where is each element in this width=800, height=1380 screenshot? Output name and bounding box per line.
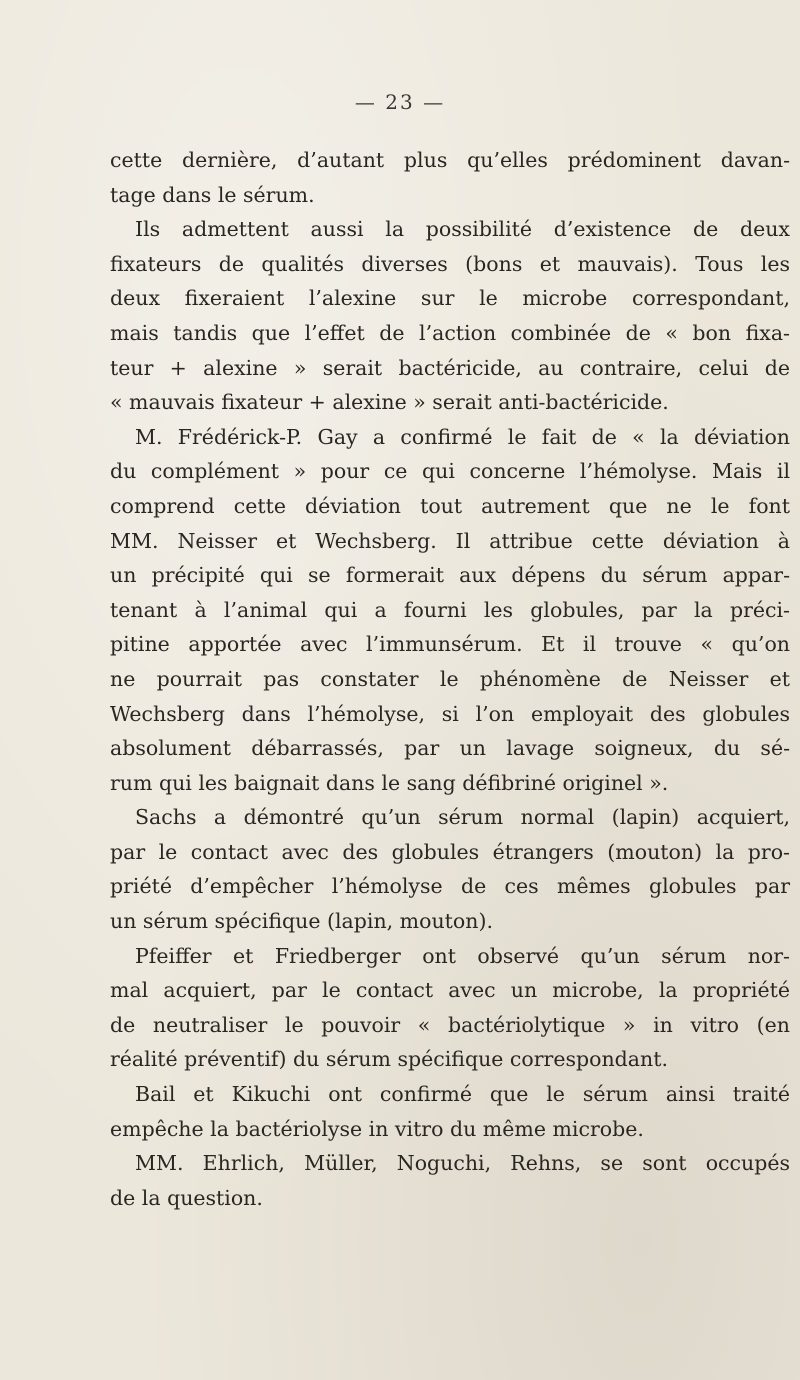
text-line: Ils admettent aussi la possibilité d’existence de deux [135, 217, 790, 242]
text-line: cette dernière, d’autant plus qu’elles prédominent davan- [110, 148, 790, 172]
text-line: MM. Ehrlich, Müller, Noguchi, Rehns, se sont occupés [135, 1151, 790, 1176]
text-line: mal acquiert, par le contact avec un microbe, la propriété [110, 978, 790, 1003]
text-line: fixateurs de qualités diverses (bons et mauvais). Tous les [110, 251, 790, 276]
text-line: réalité préventif) du sérum spécifique correspondant. [110, 1047, 668, 1072]
text-line: mais tandis que l’effet de l’action combinée de « bon fixa- [110, 320, 790, 345]
text-line: absolument débarrassés, par un lavage soigneux, du sé- [110, 736, 790, 761]
text-line: Wechsberg dans l’hémolyse, si l’on employait des globules [110, 701, 790, 726]
text-line: teur + alexine » serait bactéricide, au contraire, celui de [110, 355, 790, 380]
text-line: ne pourrait pas constater le phénomène de Neisser et [110, 666, 790, 691]
text-line: MM. Neisser et Wechsberg. Il attribue cette déviation à [110, 528, 790, 553]
text-line: un sérum spécifique (lapin, mouton). [110, 909, 493, 934]
text-line: comprend cette déviation tout autrement que ne le font [110, 493, 790, 518]
text-line: de neutraliser le pouvoir « bactériolytique » in vitro (en [110, 1012, 790, 1037]
text-line: Bail et Kikuchi ont confirmé que le sérum ainsi traité [135, 1082, 790, 1107]
text-line: empêche la bactériolyse in vitro du même microbe. [110, 1116, 644, 1141]
text-line: Sachs a démontré qu’un sérum normal (lapin) acquiert, [135, 805, 790, 830]
text-line: deux fixeraient l’alexine sur le microbe correspondant, [110, 286, 790, 311]
text-line: un précipité qui se formerait aux dépens du sérum appar- [110, 563, 790, 588]
text-line: de la question. [110, 1185, 263, 1210]
text-line: par le contact avec des globules étrangers (mouton) la pro- [110, 839, 790, 864]
text-line: pitine apportée avec l’immunsérum. Et il trouve « qu’on [110, 632, 790, 657]
text-line: M. Frédérick-P. Gay a confirmé le fait de « la déviation [135, 424, 790, 449]
body-text [110, 143, 790, 1215]
text-line: du complément » pour ce qui concerne l’hémolyse. Mais il [110, 459, 790, 484]
page-number: — 23 — [354, 90, 446, 114]
text-line: tenant à l’animal qui a fourni les globules, par la préci- [110, 597, 790, 622]
text-line: « mauvais fixateur + alexine » serait anti-bactéricide. [110, 390, 669, 415]
text-line: priété d’empêcher l’hémolyse de ces mêmes globules par [110, 874, 790, 899]
text-line: tage dans le sérum. [110, 182, 315, 207]
text-line: Pfeiffer et Friedberger ont observé qu’un sérum nor- [135, 943, 790, 968]
text-line: rum qui les baignait dans le sang défibriné originel ». [110, 770, 669, 795]
